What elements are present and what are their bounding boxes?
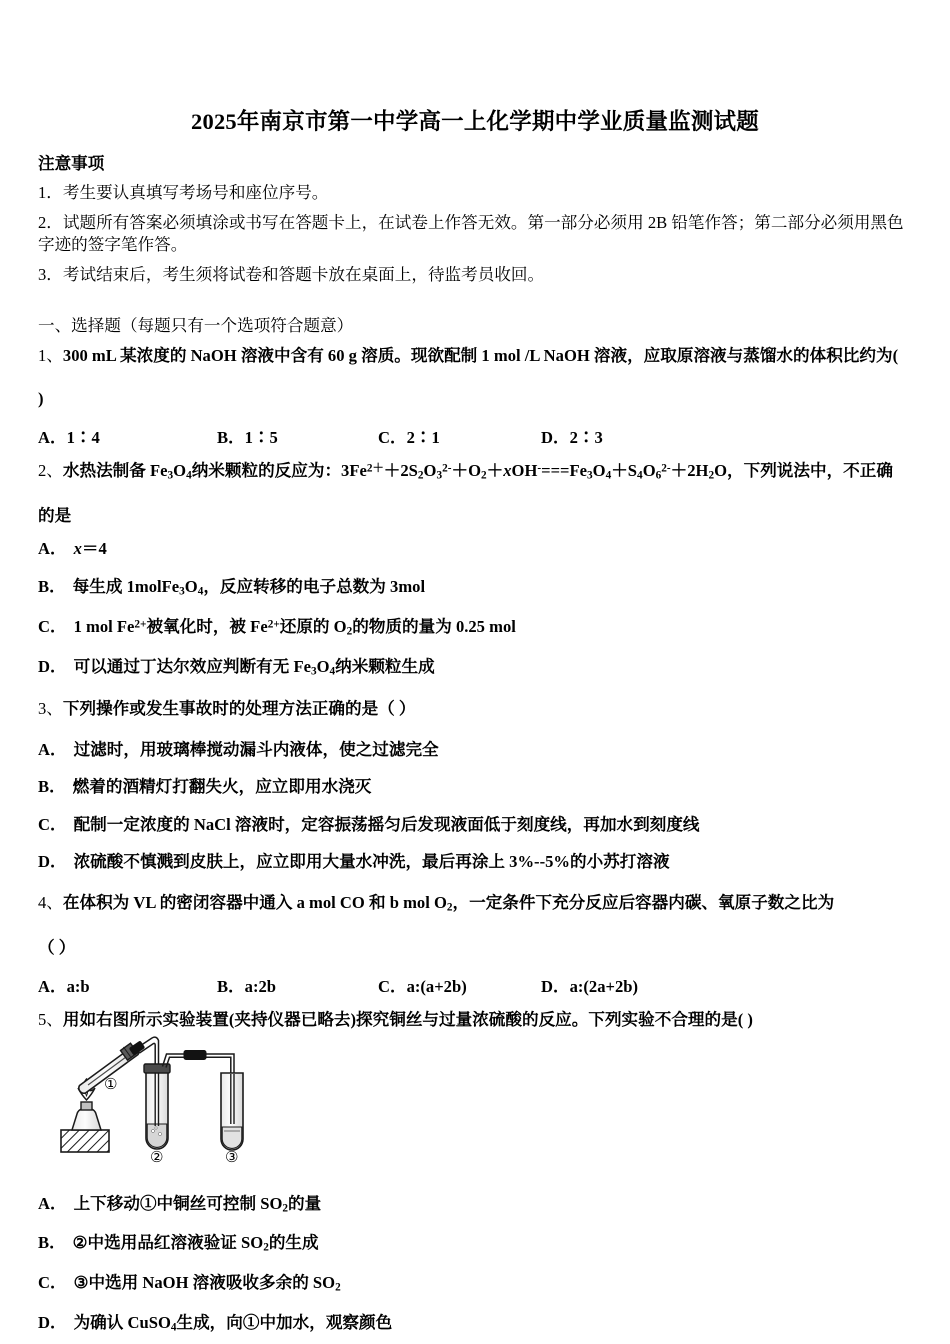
question-4-number: 4、: [38, 893, 63, 913]
question-3-option-b[interactable]: B． 燃着的酒精灯打翻失火，应立即用水浇灭: [38, 777, 372, 797]
notice-heading: 注意事项: [38, 154, 105, 173]
question-1-number: 1、: [38, 345, 63, 365]
notice-item-1: 1．考生要认真填写考场号和座位序号。: [38, 183, 329, 202]
question-5-option-d[interactable]: D． 为确认 CuSO$_4$生成，向①中加水，观察颜色: [38, 1312, 393, 1334]
section-heading: 一、选择题（每题只有一个选项符合题意）: [38, 315, 354, 335]
figure-label-3: [225, 1148, 238, 1166]
question-4-option-b[interactable]: B．a:2b: [217, 977, 277, 997]
question-1-text: 300 mL 某浓度的 NaOH 溶液中含有 60 g 溶质。现欲配制 1 mol /L NaOH 溶液，应取原溶液与蒸馏水的体积比约为(: [62, 345, 899, 365]
question-1-option-d[interactable]: D．2∶3: [541, 428, 603, 448]
test-tube-3-icon: [221, 1073, 243, 1150]
question-1-stem: [38, 345, 916, 367]
question-3-text: 下列操作或发生事故时的处理方法正确的是（ ）: [62, 699, 416, 719]
question-5-option-c[interactable]: C． ③中选用 NaOH 溶液吸收多余的 $SO_2$: [38, 1273, 341, 1294]
svg-text:②: ②: [150, 1147, 164, 1166]
question-1-option-b[interactable]: B．1∶5: [217, 428, 278, 448]
stand-base-icon: [61, 1130, 109, 1152]
question-5-option-b[interactable]: B． ②中选用品红溶液验证 $SO_2$的生成: [38, 1233, 319, 1254]
question-2-option-c[interactable]: C． 1 mol $Fe^{2+}$被氧化时，被 $Fe^{2+}$还原的 $O_2$的物质的量为 0.25 mol: [38, 616, 516, 638]
question-2-number: 2、: [38, 461, 63, 481]
test-tube-2-icon: [144, 1064, 170, 1149]
question-2-option-a[interactable]: A． x＝4: [38, 539, 107, 559]
notice-item-3: 3．考试结束后，考生须将试卷和答题卡放在桌面上，待监考员收回。: [38, 264, 545, 284]
svg-text:③: ③: [225, 1147, 239, 1166]
question-4-option-d[interactable]: D．a:(2a+2b): [541, 977, 639, 997]
question-5-text: 用如右图所示实验装置(夹持仪器已略去)探究铜丝与过量浓硫酸的反应。下列实验不合理的是( ): [62, 1010, 753, 1030]
figure-label-2: [150, 1148, 163, 1166]
question-3-option-d[interactable]: D． 浓硫酸不慎溅到皮肤上，应立即用大量水冲洗，最后再涂上 3%--5%的小苏打溶液: [38, 852, 670, 872]
question-3-option-c[interactable]: C． 配制一定浓度的 NaCl 溶液时，定容振荡摇匀后发现液面低于刻度线，再加水到刻度线: [38, 814, 700, 834]
question-3-stem: [38, 698, 916, 720]
question-1-option-c[interactable]: C．2∶1: [378, 428, 440, 448]
question-1-stem-cont: ): [38, 388, 44, 408]
paper-body: [38, 150, 916, 1334]
question-5-number: 5、: [38, 1010, 63, 1030]
question-4-stem: [38, 892, 916, 916]
svg-text:①: ①: [104, 1074, 118, 1093]
question-3-number: 3、: [38, 699, 63, 719]
question-4-options: [38, 973, 916, 995]
question-2-option-d[interactable]: D． 可以通过丁达尔效应判断有无 $Fe_3O_4$纳米颗粒生成: [38, 656, 435, 677]
rubber-connector-2-icon: [184, 1050, 206, 1059]
copper-sulfuric-acid-apparatus-figure: [48, 1032, 318, 1182]
question-5-option-a[interactable]: A． 上下移动①中铜丝可控制 $SO_2$的量: [38, 1193, 322, 1214]
question-1-options: [38, 424, 916, 446]
question-4-option-c[interactable]: C．a:(a+2b): [378, 977, 467, 997]
page-title: 2025年南京市第一中学高一上化学期中学业质量监测试题: [191, 109, 759, 134]
question-4-option-a[interactable]: A．a:b: [38, 977, 90, 997]
notice-item-2: 2．试题所有答案必须填涂或书写在答题卡上，在试卷上作答无效。第一部分必须用 2B 铅笔作答；第二部分必须用黑色字迹的签字笔作答。: [38, 212, 904, 254]
figure-label-1: [104, 1075, 117, 1093]
question-2-stem: [38, 460, 916, 484]
question-1-option-a[interactable]: A．1∶4: [38, 428, 100, 448]
question-2-stem-cont: 的是: [38, 506, 72, 526]
question-4-stem-cont: （ ）: [38, 937, 76, 957]
question-5-stem: [38, 1009, 916, 1031]
question-2-option-b[interactable]: B． 每生成 $1molFe_3O_4$，反应转移的电子总数为 3mol: [38, 577, 426, 598]
question-2-text: 水热法制备 $Fe_3O_4$纳米颗粒的反应为：$3Fe^{2+}+2S_2O_3^{2-}+O_2+xOH^-===Fe_3O_4+S_4O_6^{2-}+2H_2O$，下列说法中，不正确: [62, 461, 893, 482]
question-4-text: 在体积为 VL 的密闭容器中通入 a mol CO 和 b mol $O_2$，一定条件下充分反应后容器内碳、氧原子数之比为: [62, 893, 835, 914]
question-3-option-a[interactable]: A． 过滤时，用玻璃棒搅动漏斗内液体，使之过滤完全: [38, 739, 439, 759]
